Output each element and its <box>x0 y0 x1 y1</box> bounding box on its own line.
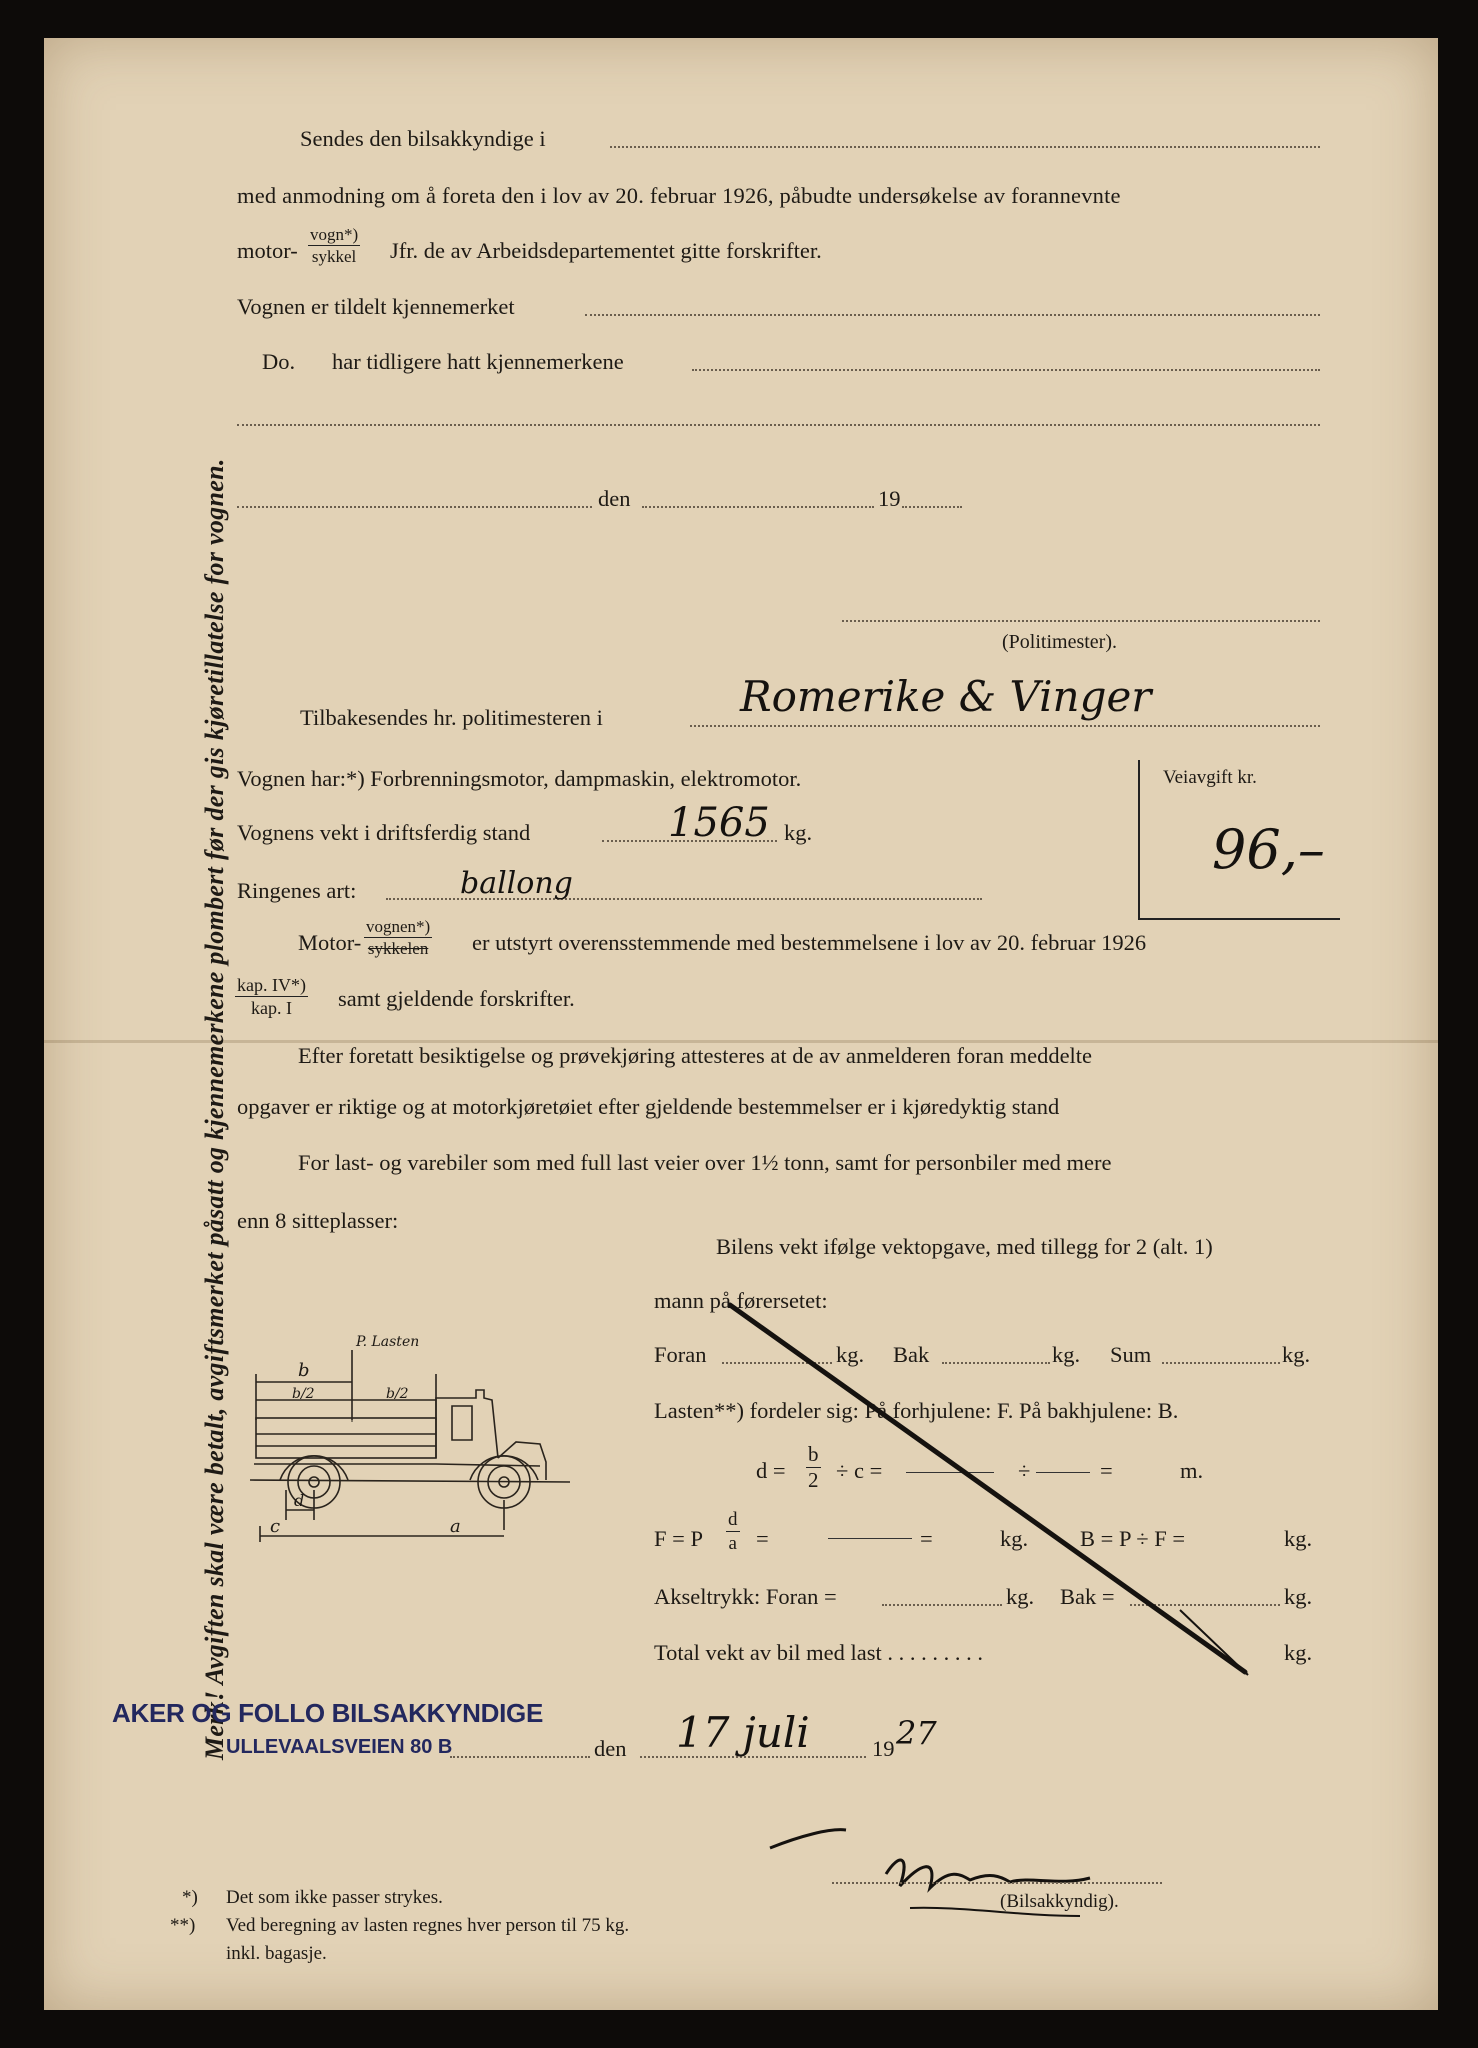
bak-kg: kg. <box>1052 1342 1081 1367</box>
tildelt-label: Vognen er tildelt kjennemerket <box>237 294 515 319</box>
bak-label: Bak <box>893 1342 930 1367</box>
diagram-label-b2b: b/2 <box>386 1386 409 1402</box>
diagram-label-c: c <box>270 1516 281 1537</box>
samt-text: samt gjeldende forskrifter. <box>338 986 575 1011</box>
diagram-label-a: a <box>450 1516 461 1537</box>
foran-label: Foran <box>654 1342 707 1367</box>
year-label: 19 <box>878 486 901 511</box>
sendes-label: Sendes den bilsakkyndige i <box>300 126 546 151</box>
lasten-text: Lasten**) fordeler sig: På forhjulene: F. På bakhjulene: B. <box>654 1398 1179 1423</box>
foran-kg: kg. <box>836 1342 865 1367</box>
footer-place-field[interactable] <box>450 1756 590 1758</box>
bilsakkyndig-signature-field[interactable] <box>832 1882 1162 1884</box>
akseltrykk-label: Akseltrykk: Foran = <box>654 1584 837 1609</box>
note1-mark: *) <box>182 1887 198 1908</box>
f-result-eq: = <box>920 1526 933 1551</box>
handwritten-year: 27 <box>896 1714 937 1752</box>
anmodning-text: med anmodning om å foreta den i lov av 20. februar 1926, påbudte undersøkelse av forannevnte <box>237 183 1121 208</box>
fp-eq: = <box>756 1526 769 1551</box>
note2-mark: **) <box>170 1915 196 1936</box>
diagram-label-d: d <box>294 1491 305 1510</box>
tidligere-label: har tidligere hatt kjennemerkene <box>332 349 624 374</box>
aksel-bak-kg: kg. <box>1284 1584 1313 1609</box>
tilbakesendes-label: Tilbakesendes hr. politimesteren i <box>300 705 603 730</box>
utstyrt-text: er utstyrt overensstemmende med bestemmelsene i lov av 20. februar 1926 <box>472 930 1147 955</box>
note2-text: Ved beregning av lasten regnes hver person til 75 kg. <box>226 1915 630 1936</box>
total-label: Total vekt av bil med last . . . . . . . . . <box>654 1640 983 1665</box>
motor-prefix: motor- <box>237 238 298 263</box>
do-label: Do. <box>262 349 296 374</box>
bilens-vekt-text: Bilens vekt ifølge vektopgave, med tillegg for 2 (alt. 1) <box>716 1234 1213 1259</box>
den-label: den <box>598 486 631 511</box>
vognen-sykkelen-fraction: vognen*) sykkelen <box>366 917 431 958</box>
note3-text: inkl. bagasje. <box>226 1943 327 1964</box>
efter-line2: opgaver er riktige og at motorkjøretøiet efter gjeldende bestemmelser er i kjøredyktig stand <box>237 1094 1060 1119</box>
veiavgift-label: Veiavgift kr. <box>1163 767 1257 788</box>
b-over-2-fraction: $\frac{b}{2}$ <box>808 1442 819 1492</box>
handwritten-vekt: 1565 <box>668 800 770 846</box>
footer-year-label: 19 <box>872 1736 895 1761</box>
vognen-har-text: Vognen har:*) Forbrenningsmotor, dampmaskin, elektromotor. <box>237 766 802 791</box>
d-over-a-fraction: $\frac{d}{a}$ <box>728 1509 738 1554</box>
diagram-label-b2a: b/2 <box>292 1386 315 1402</box>
signature <box>760 1816 1180 1936</box>
vogn-sykkel-fraction: vogn*) sykkel <box>310 225 359 266</box>
ringenes-label: Ringenes art: <box>237 878 357 903</box>
enn8-text: enn 8 sitteplasser: <box>237 1208 399 1233</box>
handwritten-veiavgift: 96,– <box>1212 818 1325 881</box>
d-result-eq: = <box>1100 1458 1113 1483</box>
note1-text: Det som ikke passer strykes. <box>226 1887 443 1908</box>
vekt-kg: kg. <box>784 820 813 845</box>
stamp-line-2: ULLEVAALSVEIEN 80 B <box>226 1736 453 1758</box>
diagram-label-b: b <box>298 1360 310 1381</box>
m-unit: m. <box>1180 1458 1204 1483</box>
minus-sign: ÷ <box>1018 1458 1031 1483</box>
mann-text: mann på førersetet: <box>654 1288 828 1313</box>
for-last-text: For last- og varebiler som med full last veier over 1½ tonn, samt for personbiler med mere <box>298 1150 1112 1175</box>
politimester-label: (Politimester). <box>1002 631 1117 653</box>
handwritten-ringer: ballong <box>460 866 573 901</box>
jfr-text: Jfr. de av Arbeidsdepartementet gitte forskrifter. <box>390 238 822 263</box>
sum-label: Sum <box>1110 1342 1152 1367</box>
stamp-line-1: AKER OG FOLLO BILSAKKYNDIGE <box>112 1698 544 1728</box>
d-eq: d = <box>756 1458 786 1483</box>
efter-line1: Efter foretatt besiktigelse og prøvekjøring attesteres at de av anmelderen foran meddelte <box>298 1043 1093 1068</box>
side-note: Merk! Avgiften skal være betalt, avgiftsmerket påsatt og kjennemerkene plombert før der gis kjøretillatelse for vognen. <box>200 458 229 1760</box>
footer-den-label: den <box>594 1736 627 1761</box>
b-eq-p-minus-f: B = P ÷ F = <box>1080 1526 1186 1551</box>
handwritten-place: Romerike & Vinger <box>740 672 1152 721</box>
bilsakkyndig-label: (Bilsakkyndig). <box>1000 1891 1119 1912</box>
truck-diagram <box>240 1330 610 1560</box>
motor2-prefix: Motor- <box>298 930 362 955</box>
diagram-label-last: P. Lasten <box>356 1334 420 1350</box>
f-eq-p: F = P <box>654 1526 703 1551</box>
handwritten-date: 17 juli <box>676 1708 810 1757</box>
f-kg: kg. <box>1000 1526 1029 1551</box>
kap-fraction: kap. IV*) kap. I <box>237 975 306 1018</box>
total-kg: kg. <box>1284 1640 1313 1665</box>
minus-c: ÷ c = <box>836 1458 883 1483</box>
aksel-foran-kg: kg. <box>1006 1584 1035 1609</box>
vekt-label: Vognens vekt i driftsferdig stand <box>237 820 531 845</box>
aksel-bak-label: Bak = <box>1060 1584 1115 1609</box>
sum-kg: kg. <box>1282 1342 1311 1367</box>
b-kg: kg. <box>1284 1526 1313 1551</box>
